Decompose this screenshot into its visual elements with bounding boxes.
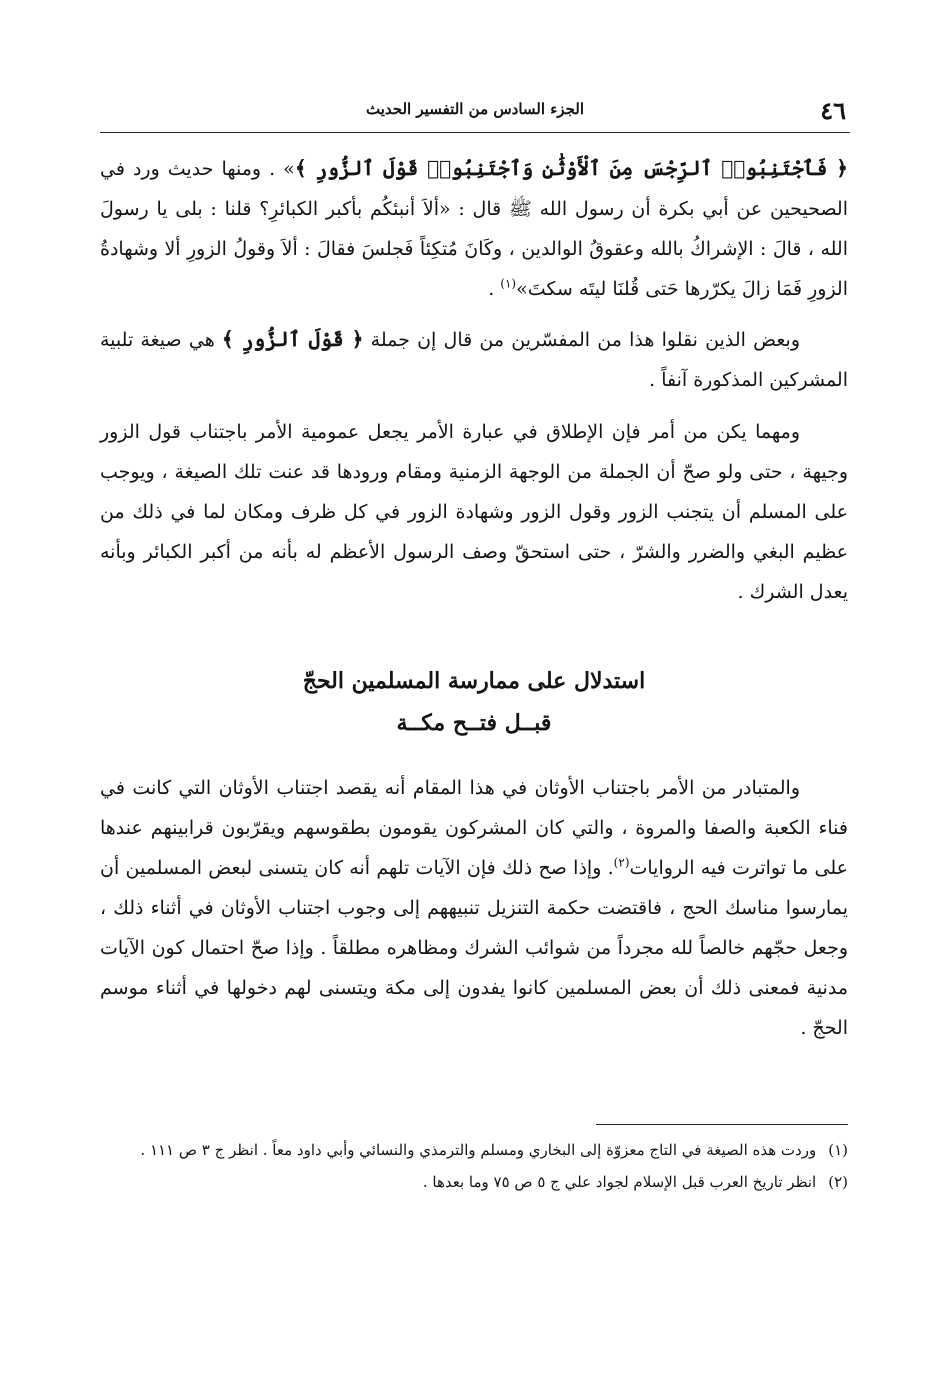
paragraph-text: هي صيغة تلبية المشركين المذكورة آنفاً . [100, 329, 848, 391]
footnote-number: (٢) [828, 1173, 848, 1191]
paragraph-hadith [100, 148, 848, 309]
page-number: ٤٦ [820, 96, 846, 125]
footnote-text: انظر تاريخ العرب قبل الإسلام لجواد علي ج ٥ ص ٧٥ وما بعدها . [422, 1173, 817, 1191]
footnote-ref-1: (١) [500, 276, 517, 291]
footnote-number: (١) [828, 1141, 848, 1159]
paragraph-text: . وإذا صح ذلك فإن الآيات تلهم أنه كان يتسنى لبعض المسلمين أن يمارسوا مناسك الحج ، فاقتضت حكمة التنزيل تنبيههم إلى وجوب اجتناب الأوثان في أثناء ذلك ، وجعل حجّهم خالصاً لله مجرداً من شوائب الشرك ومظاهره مطلقاً . وإذا صحّ احتمال كون الآيات مدنية فمعنى ذلك أن بعض المسلمين كانوا يفدون إلى مكة ويتسنى لهم دخولها في أثناء موسم الحجّ . [100, 857, 848, 1039]
footnote-divider [596, 1124, 848, 1125]
paragraph-commentators [100, 319, 848, 400]
paragraph-end: . [488, 278, 501, 300]
footnote-2 [100, 1166, 848, 1198]
paragraph-false-witness: ومهما يكن من أمر فإن الإطلاق في عبارة الأمر يجعل عمومية الأمر باجتناب قول الزور وجيهة ، حتى ولو صحّ أن الجملة من الوجهة الزمنية ومقام ورودها قد عنت تلك الصيغة ، ويوجب على المسلم أن يتجنب الزور وقول الزور وشهادة الزور في كل ظرف ومكان لما في ذلك من عظيم البغي والضرر والشرّ ، حتى استحقّ وصف الرسول الأعظم له بأنه من أكبر الكبائر وبأنه يعدل الشرك . [100, 421, 848, 603]
quran-verse: ﴿ قَوْلَ ٱلزُّورِ ﴾ [221, 327, 364, 351]
running-header [100, 96, 850, 133]
section-heading-line-2: قبــل فتــح مكــة [396, 710, 552, 736]
footnote-1 [100, 1134, 848, 1166]
header-title: الجزء السادس من التفسير الحديث [365, 100, 584, 118]
footnote-ref-2: (٢) [613, 855, 630, 870]
paragraph-text: والمتبادر من الأمر باجتناب الأوثان في هذا المقام أنه يقصد اجتناب الأوثان التي كانت في فناء الكعبة والصفا والمروة ، والتي كان المشركون يقومون بطقوسهم ويقرّبون قرابينهم عندها على ما تواترت فيه الروايات [100, 777, 848, 879]
paragraph-text: وبعض الذين نقلوا هذا من المفسّرين من قال إن جملة [363, 329, 800, 351]
footnote-text: وردت هذه الصيغة في التاج معزوّة إلى البخاري ومسلم والترمذي والنسائي وأبي داود معاً . انظر ج ٣ ص ١١١ . [140, 1141, 817, 1159]
section-heading-line-1: استدلال على ممارسة المسلمين الحجّ [302, 668, 646, 694]
quran-verse: ﴿ فَٱجْتَنِبُوا۟ ٱلرِّجْسَ مِنَ ٱلْأَوْثَٰنِ وَٱجْتَنِبُوا۟ قَوْلَ ٱلزُّورِ ﴾ [294, 156, 848, 180]
main-text-block-bottom [100, 768, 848, 1048]
main-text-block-top [100, 148, 848, 612]
paragraph-pilgrimage [100, 768, 848, 1048]
footnotes [100, 1134, 848, 1198]
paragraph-text: » . ومنها حديث ورد في الصحيحين عن أبي بكرة أن رسول الله ﷺ قال : «ألاَ أنبئكُم بأكبر الكبائرِ؟ قلنا : بلى يا رسولَ الله ، قالَ : الإشراكُ بالله وعقوقُ الوالدين ، وكَانَ مُتكِئاً فَجلسَ فقالَ : ألاَ وقولُ الزورِ ألا وشهادةُ الزورِ فَمَا زالَ يكرّرها حَتى قُلنَا ليتَه سكتَ» [100, 158, 848, 300]
